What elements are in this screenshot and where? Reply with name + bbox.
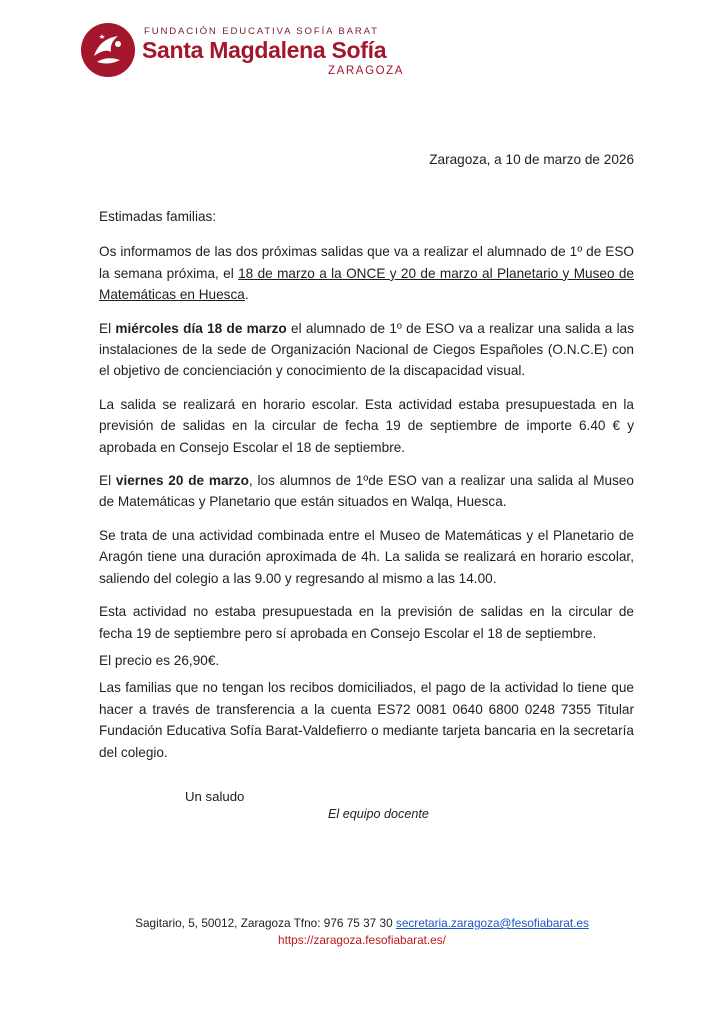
closing: Un saludo: [185, 789, 245, 804]
footer-address: Sagitario, 5, 50012, Zaragoza Tfno: 976 75 37 30: [135, 916, 396, 930]
letter-body: [99, 206, 634, 775]
paragraph-once: [99, 318, 634, 382]
greeting: Estimadas familias:: [99, 209, 217, 224]
once-text-start: El: [99, 320, 116, 336]
paragraph-intro: [99, 241, 634, 305]
intro-end: .: [244, 287, 249, 303]
paragraph-huesca-details: Se trata de una actividad combinada entre el Museo de Matemáticas y el Planetario de Aragón tiene una duración aproximada de 4h. La salida se realizará en horario escolar, saliendo del colegio a las 9.00 y regresando al mismo a las 14.00.: [99, 527, 634, 586]
huesca-text: , los alumnos de 1ºde ESO van a realizar una salida al Museo de Matemáticas y Planetario que están situados en Walqa, Huesca.: [99, 473, 634, 510]
footer-contact-line: [0, 915, 724, 932]
trips-dates-underlined: 18 de marzo a la ONCE y 20 de marzo al Planetario y Museo de Matemáticas en Huesca: [99, 265, 634, 303]
intro-text: Os informamos de las dos próximas salidas que va a realizar el alumnado de 1º de ESO la semana próxima, el: [99, 244, 634, 281]
signature: El equipo docente: [328, 807, 429, 821]
footer-email-link[interactable]: secretaria.zaragoza@fesofiabarat.es: [395, 916, 589, 930]
paragraph-payment: Las familias que no tengan los recibos domiciliados, el pago de la actividad lo tiene que hacer a través de transferencia a la cuenta ES72 0081 0640 6800 0248 7355 Titular Fundación Educativa Sofía Barat-Valdefierro o mediante tarjeta bancaria en la secretaría del colegio.: [99, 680, 634, 760]
letterhead: [80, 22, 405, 80]
huesca-date-bold: viernes 20 de marzo: [115, 473, 249, 489]
huesca-text-start: El: [99, 473, 116, 489]
school-name: Santa Magdalena Sofía: [142, 37, 387, 63]
once-text: el alumnado de 1º de ESO va a realizar una salida a las instalaciones de la sede de Organización Nacional de Ciegos Españoles (O.N.C.E) con el objetivo de concienciación y conocimiento de la discapacidad visual.: [99, 320, 634, 379]
footer-website-link[interactable]: https://zaragoza.fesofiabarat.es/: [278, 933, 446, 947]
school-city: ZARAGOZA: [328, 65, 405, 77]
school-crest-icon: [80, 22, 136, 78]
once-date-bold: miércoles día 18 de marzo: [115, 320, 287, 336]
footer: [0, 915, 724, 949]
letter-date: Zaragoza, a 10 de marzo de 2026: [429, 152, 634, 167]
paragraph-once-budget: La salida se realizará en horario escolar. Esta actividad estaba presupuestada en la previsión de salidas en la circular de fecha 19 de septiembre de importe 6.40 € y aprobada en Consejo Escolar el 18 de septiembre.: [99, 396, 634, 455]
paragraph-huesca: [99, 470, 634, 513]
price: El precio es 26,90€.: [99, 652, 220, 668]
foundation-name: FUNDACIÓN EDUCATIVA SOFÍA BARAT: [144, 26, 379, 37]
paragraph-huesca-budget: Esta actividad no estaba presupuestada en la previsión de salidas en la circular de fecha 19 de septiembre pero sí aprobada en Consejo Escolar el 18 de septiembre.: [99, 604, 634, 641]
